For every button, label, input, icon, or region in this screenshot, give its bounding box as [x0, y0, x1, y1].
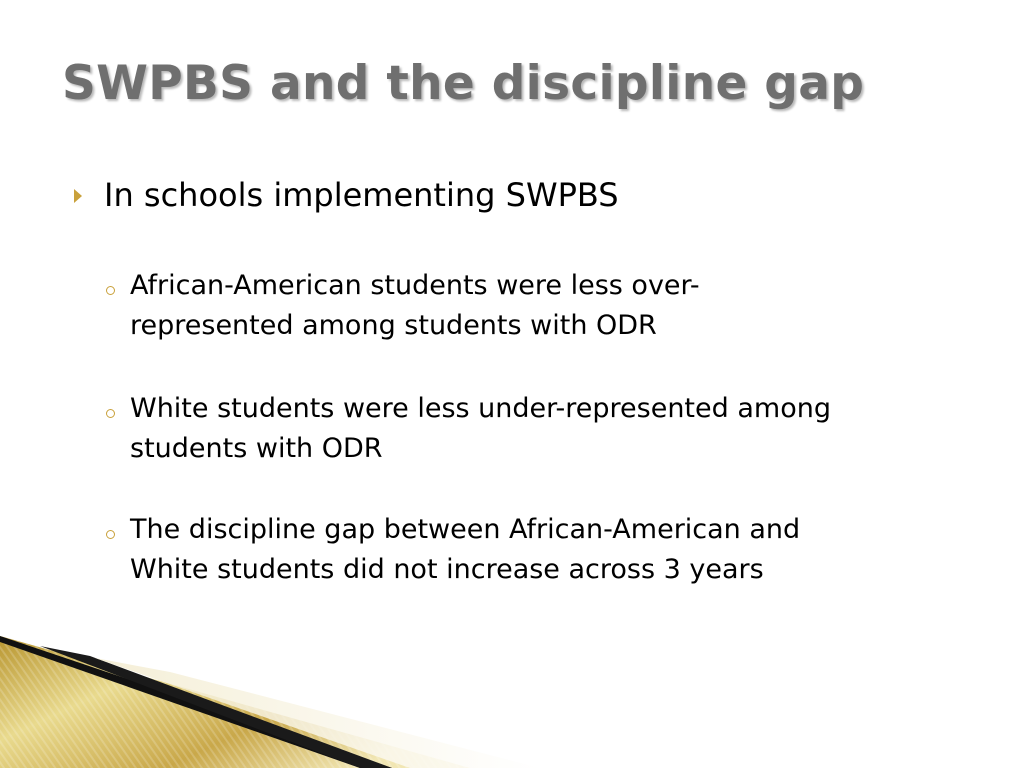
sub-bullet-3 [106, 514, 986, 590]
hollow-circle-icon [106, 530, 115, 539]
sub-bullet-1-line2: represented among students with ODR [130, 310, 657, 341]
gold-black-wedge-decoration [0, 628, 1024, 768]
slide-title: SWPBS and the discipline gap [62, 56, 865, 111]
sub-bullet-1-line1: African-American students were less over- [130, 270, 700, 301]
sub-bullet-3-line1: The discipline gap between African-American and [130, 514, 801, 545]
sub-bullet-3-line2: White students did not increase across 3 years [130, 554, 764, 585]
sub-bullet-2 [106, 393, 986, 469]
sub-bullet-2-line2: students with ODR [130, 433, 383, 464]
sub-bullet-1 [106, 270, 986, 346]
bullet-level1-text: In schools implementing SWPBS [104, 176, 619, 214]
sub-bullet-2-text [130, 389, 831, 469]
hollow-circle-icon [106, 409, 115, 418]
sub-bullet-3-text [130, 510, 800, 590]
sub-bullet-1-text [130, 266, 700, 346]
sub-bullet-2-line1: White students were less under-represented among [130, 393, 831, 424]
bullet-level1 [74, 176, 619, 214]
triangle-arrow-icon [74, 189, 82, 203]
hollow-circle-icon [106, 286, 115, 295]
